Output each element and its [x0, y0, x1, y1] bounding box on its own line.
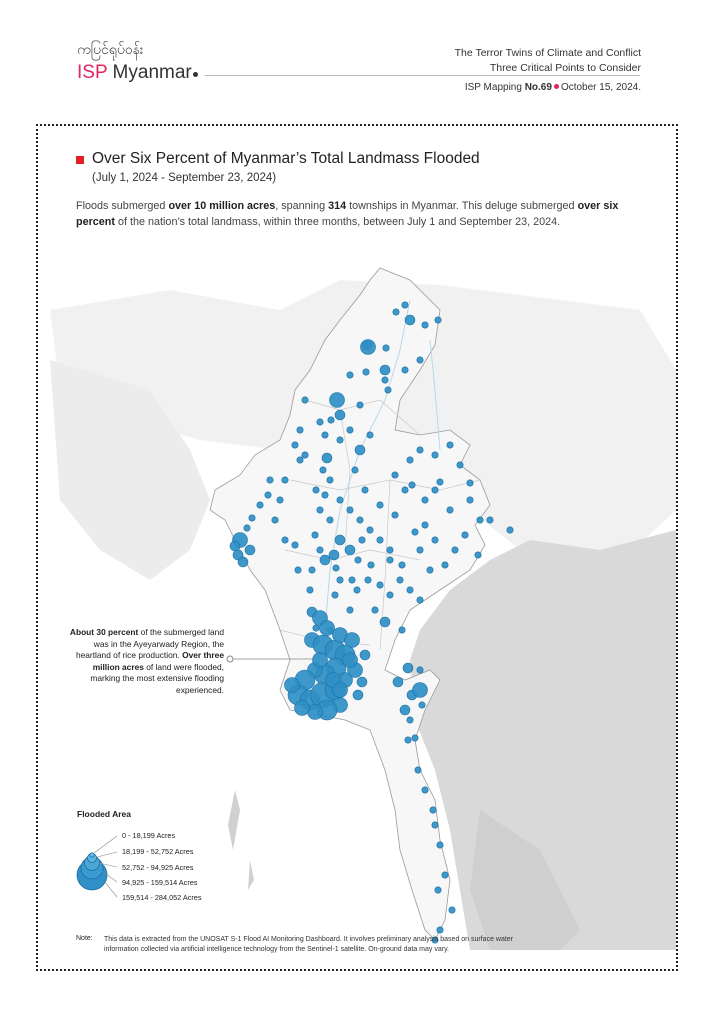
- flood-bubble: [327, 477, 333, 483]
- annotation-anchor: [227, 656, 233, 662]
- flood-bubble: [387, 592, 393, 598]
- flood-bubble: [349, 577, 355, 583]
- flood-bubble: [403, 663, 413, 673]
- flood-bubble: [382, 377, 388, 383]
- flood-bubble: [285, 678, 300, 693]
- flood-bubble: [402, 367, 408, 373]
- report-title: [455, 46, 641, 76]
- flood-bubble: [475, 552, 481, 558]
- title-marker-icon: [76, 156, 84, 164]
- flood-bubble: [367, 527, 373, 533]
- flood-bubble: [442, 562, 448, 568]
- flood-bubble: [435, 317, 441, 323]
- flood-bubble: [477, 517, 483, 523]
- flood-bubble: [320, 467, 326, 473]
- brand-logo: [77, 62, 192, 84]
- flood-bubble: [345, 545, 355, 555]
- flood-bubble: [412, 529, 418, 535]
- flood-bubble: [322, 492, 328, 498]
- flood-bubble: [354, 587, 360, 593]
- brand-prefix: ISP: [77, 62, 108, 83]
- flood-bubble: [267, 477, 273, 483]
- flood-bubble: [309, 567, 315, 573]
- flood-bubble: [360, 650, 370, 660]
- flood-bubble: [333, 565, 339, 571]
- flood-bubble: [333, 683, 348, 698]
- legend-label-5: 159,514 - 284,052 Acres: [122, 893, 202, 902]
- flood-bubble: [317, 507, 323, 513]
- flood-bubble: [399, 627, 405, 633]
- flood-bubble: [230, 541, 240, 551]
- flood-bubble: [422, 522, 428, 528]
- flood-bubble: [432, 487, 438, 493]
- flood-bubble: [407, 717, 413, 723]
- flood-bubble: [417, 447, 423, 453]
- flood-bubble: [417, 357, 423, 363]
- flood-bubble: [328, 417, 334, 423]
- flood-bubble: [422, 497, 428, 503]
- flood-bubble: [347, 372, 353, 378]
- flood-bubble: [353, 690, 363, 700]
- flood-bubble: [407, 457, 413, 463]
- flood-bubble: [292, 542, 298, 548]
- legend-bubble-1: [90, 853, 94, 857]
- flood-bubble: [437, 842, 443, 848]
- flood-bubble: [347, 507, 353, 513]
- flood-bubble: [417, 597, 423, 603]
- flood-bubble: [437, 479, 443, 485]
- flood-bubble: [380, 365, 390, 375]
- flood-bubble: [387, 547, 393, 553]
- flood-bubble: [272, 517, 278, 523]
- summary-text: Floods submerged over 10 million acres, spanning 314 townships in Myanmar. This deluge submerged over six percent of the nation’s total landmass, within three months, between July 1 and September 23, 2024.: [76, 200, 619, 228]
- flood-bubble: [393, 309, 399, 315]
- flood-bubble: [313, 653, 328, 668]
- flood-bubble: [363, 369, 369, 375]
- flood-bubble: [347, 427, 353, 433]
- flood-bubble: [387, 557, 393, 563]
- flood-bubble: [399, 562, 405, 568]
- flood-bubble: [337, 497, 343, 503]
- flood-bubble: [432, 537, 438, 543]
- flood-bubble: [419, 702, 425, 708]
- ayeyarwady-annotation: About 30 percent of the submerged land was in the Ayeyarwady Region, the heartland of rice production. Over three million acres of land were flooded, marking the most extensive flooding experienced.: [69, 627, 224, 695]
- flood-bubble: [435, 887, 441, 893]
- flood-bubble: [302, 397, 308, 403]
- flood-bubble: [407, 587, 413, 593]
- flood-bubble: [400, 705, 410, 715]
- flood-bubble: [337, 577, 343, 583]
- flood-bubble: [432, 452, 438, 458]
- flood-bubble: [452, 547, 458, 553]
- flood-bubble: [322, 453, 332, 463]
- flood-bubble: [415, 767, 421, 773]
- brand-dot-icon: [193, 72, 198, 77]
- flood-bubble: [427, 567, 433, 573]
- flood-bubble: [359, 537, 365, 543]
- flood-bubble: [343, 653, 358, 668]
- flood-bubble: [265, 492, 271, 498]
- flood-bubble: [402, 302, 408, 308]
- flood-bubble: [377, 582, 383, 588]
- flood-bubble: [365, 577, 371, 583]
- report-title-line2: Three Critical Points to Consider: [489, 62, 641, 74]
- flood-bubble: [295, 701, 310, 716]
- flood-bubble: [257, 502, 263, 508]
- flood-bubble: [462, 532, 468, 538]
- flood-bubble: [347, 607, 353, 613]
- brand-suffix: Myanmar: [107, 62, 192, 83]
- series-label: ISP Mapping: [464, 82, 525, 93]
- date-range: (July 1, 2024 - September 23, 2024): [92, 172, 277, 184]
- flood-bubble: [447, 442, 453, 448]
- brand-burmese-name: ကပြင်ရုပ်ဝန်း: [77, 42, 144, 58]
- flood-bubble: [449, 907, 455, 913]
- flood-bubble: [457, 462, 463, 468]
- flood-bubble: [409, 482, 415, 488]
- flood-bubble: [467, 497, 473, 503]
- flood-bubble: [317, 547, 323, 553]
- flood-bubble: [377, 537, 383, 543]
- flood-bubble: [317, 419, 323, 425]
- flood-bubble: [320, 621, 335, 636]
- legend-label-4: 94,925 - 159,514 Acres: [122, 878, 198, 887]
- report-meta: [465, 82, 641, 93]
- flood-bubble: [292, 442, 298, 448]
- flood-bubble: [422, 787, 428, 793]
- flood-bubble: [352, 467, 358, 473]
- flood-bubble: [357, 402, 363, 408]
- flood-bubble: [392, 512, 398, 518]
- flood-bubble: [392, 472, 398, 478]
- flood-bubble: [355, 557, 361, 563]
- legend-label-3: 52,752 - 94,925 Acres: [122, 863, 194, 872]
- flood-bubble: [422, 322, 428, 328]
- flood-bubble: [437, 927, 443, 933]
- flood-bubble: [412, 735, 418, 741]
- flood-bubble: [313, 487, 319, 493]
- flood-bubble: [402, 487, 408, 493]
- flood-bubble: [487, 517, 493, 523]
- series-number: No.69: [524, 82, 552, 93]
- flood-bubble: [357, 517, 363, 523]
- flood-bubble: [385, 387, 391, 393]
- flood-bubble: [383, 345, 389, 351]
- flood-bubble: [467, 480, 473, 486]
- flood-bubble: [249, 515, 255, 521]
- flood-bubble: [405, 315, 415, 325]
- flood-bubble: [308, 705, 323, 720]
- flood-bubble: [335, 410, 345, 420]
- flood-bubble: [507, 527, 513, 533]
- flood-bubble: [332, 592, 338, 598]
- flood-bubble: [282, 477, 288, 483]
- report-date: October 15, 2024.: [560, 82, 641, 93]
- flood-bubble: [277, 497, 283, 503]
- flood-bubble: [417, 547, 423, 553]
- legend-title: Flooded Area: [77, 809, 131, 819]
- flood-bubble: [413, 683, 428, 698]
- flood-bubble: [447, 507, 453, 513]
- flood-bubble: [238, 557, 248, 567]
- separator-dot-icon: [554, 84, 559, 89]
- flood-bubble: [329, 550, 339, 560]
- flood-bubble: [295, 567, 301, 573]
- flood-bubble: [335, 535, 345, 545]
- flood-bubble: [313, 625, 319, 631]
- flood-bubble: [405, 737, 411, 743]
- flood-bubble: [362, 487, 368, 493]
- flood-bubble: [417, 667, 423, 673]
- note-text: This data is extracted from the UNOSAT S-1 Flood AI Monitoring Dashboard. It involves preliminary analysis based on surface water information collected via artificial intelligence technology from the Sentinel-1 satellite. On-ground data may vary.: [104, 936, 514, 953]
- page-title: Over Six Percent of Myanmar’s Total Landmass Flooded: [92, 150, 480, 167]
- flood-bubble: [322, 432, 328, 438]
- flood-bubble: [337, 437, 343, 443]
- flood-bubble: [432, 822, 438, 828]
- flood-bubble: [393, 677, 403, 687]
- flood-bubble: [368, 562, 374, 568]
- note-label: Note:: [76, 935, 93, 942]
- flood-bubble: [372, 607, 378, 613]
- flood-bubble: [312, 532, 318, 538]
- flood-bubble: [307, 587, 313, 593]
- flood-bubble: [330, 393, 345, 408]
- flood-bubble: [430, 807, 436, 813]
- flood-bubble: [377, 502, 383, 508]
- flood-bubble: [361, 340, 376, 355]
- flood-bubble: [297, 427, 303, 433]
- flood-bubble: [397, 577, 403, 583]
- flood-bubble: [357, 677, 367, 687]
- flood-bubble: [355, 445, 365, 455]
- flood-bubble: [244, 525, 250, 531]
- report-title-line1: The Terror Twins of Climate and Conflict: [454, 47, 641, 59]
- legend-label-1: 0 - 18,199 Acres: [122, 831, 176, 840]
- flood-bubble: [320, 555, 330, 565]
- legend-label-2: 18,199 - 52,752 Acres: [122, 847, 194, 856]
- flood-bubble: [282, 537, 288, 543]
- flood-bubble: [302, 452, 308, 458]
- flood-bubble: [380, 617, 390, 627]
- flood-bubble: [327, 517, 333, 523]
- flood-bubble: [442, 872, 448, 878]
- flood-bubble: [245, 545, 255, 555]
- flood-bubble: [297, 457, 303, 463]
- flood-bubble: [367, 432, 373, 438]
